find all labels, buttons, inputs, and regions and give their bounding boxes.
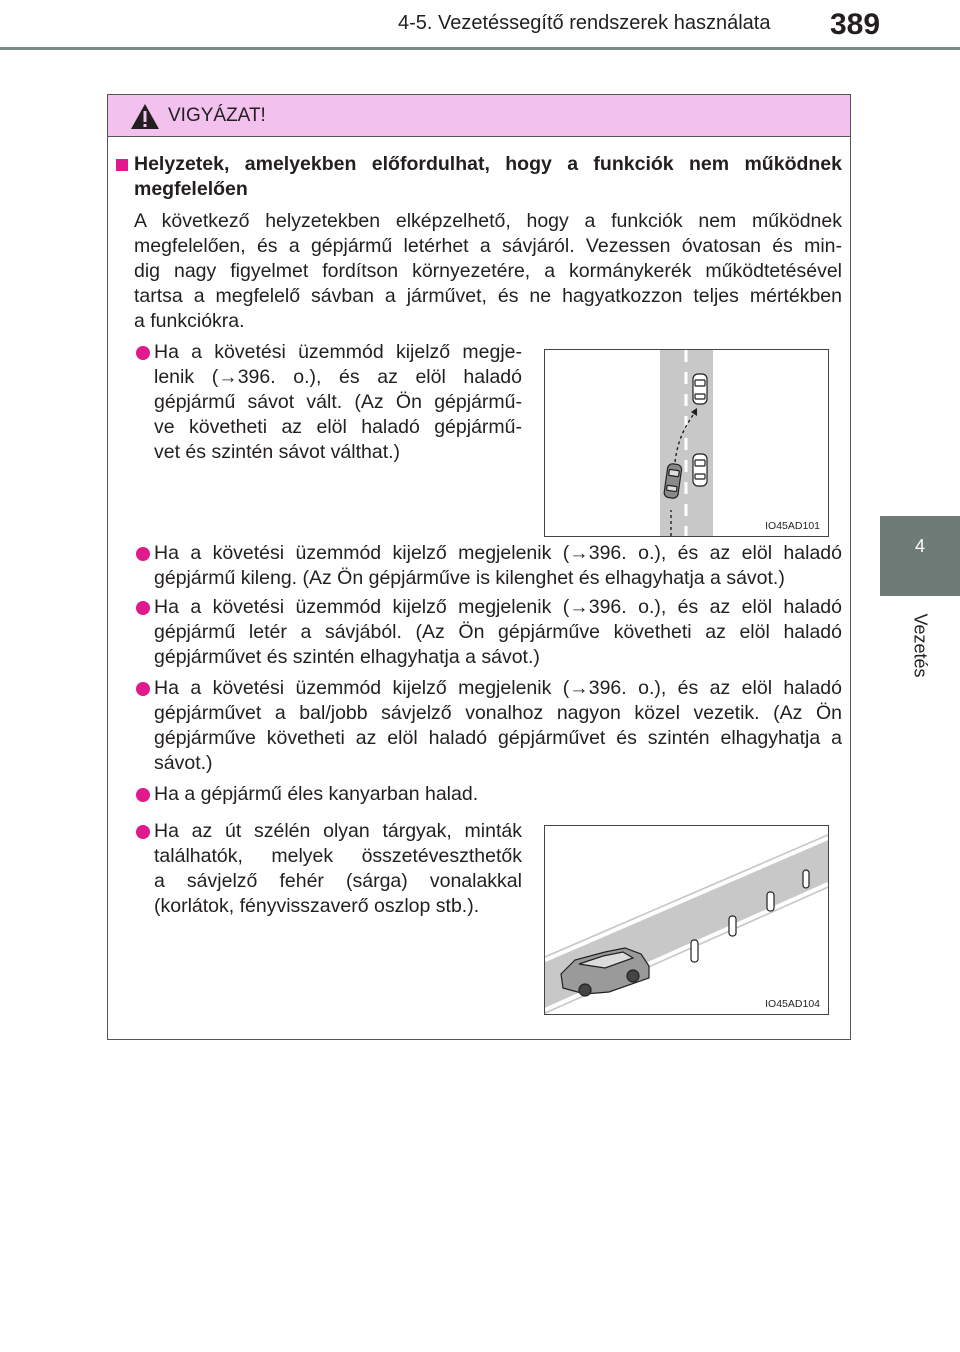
intro-line-4: tartsa a megfelelő sávban a járművet, és ne hagyatkozzon teljes mértékben: [134, 285, 842, 307]
intro-line-1: A következő helyzetekben elképzelhető, hogy a funkciók nem működnek: [134, 210, 842, 232]
figure-lane-change: [544, 349, 829, 537]
item-6-line-1: Ha az út szélén olyan tárgyak, minták: [154, 820, 522, 842]
caution-header: [108, 95, 850, 137]
item-1-line-1: Ha a követési üzemmód kijelző megje-: [154, 341, 522, 363]
chapter-tab: [880, 516, 960, 596]
lane-change-illustration: [545, 350, 828, 536]
heading-line-2: megfelelően: [134, 178, 248, 200]
list-bullet: [136, 682, 150, 696]
figure-code: IO45AD101: [765, 520, 820, 532]
item-1-line-2: lenik (→396. o.), és az elöl haladó: [154, 366, 522, 388]
item-1-line-4: ve követheti az elöl haladó gépjármű-: [154, 416, 522, 438]
intro-line-5: a funkciókra.: [134, 310, 245, 332]
figure-code: IO45AD104: [765, 998, 820, 1010]
item-4-line-4: sávot.): [154, 752, 213, 774]
caution-title: VIGYÁZAT!: [168, 105, 266, 126]
item-3-line-3: gépjárművet és szintén elhagyhatja a sávot.): [154, 646, 540, 668]
item-4-line-1: Ha a követési üzemmód kijelző megjelenik (→396. o.), és az elöl haladó: [154, 677, 842, 699]
list-bullet: [136, 601, 150, 615]
chapter-label: Vezetés: [910, 613, 931, 678]
intro-line-2: megfelelően, és a gépjármű letérhet a sávjáról. Vezessen óvatosan és min-: [134, 235, 842, 257]
page-number: 389: [830, 8, 881, 41]
intro-line-3: dig nagy figyelmet fordítson környezetére, a kormánykerék működtetésével: [134, 260, 842, 282]
chapter-number: 4: [914, 536, 925, 556]
list-bullet: [136, 547, 150, 561]
warning-icon: [130, 103, 160, 130]
item-1-line-5: vet és szintén sávot válthat.): [154, 441, 401, 463]
item-6-line-3: a sávjelző fehér (sárga) vonalakkal: [154, 870, 522, 892]
caution-box: [107, 94, 851, 1040]
item-3-line-1: Ha a követési üzemmód kijelző megjelenik (→396. o.), és az elöl haladó: [154, 596, 842, 618]
list-bullet: [136, 825, 150, 839]
item-6-line-4: (korlátok, fényvisszaverő oszlop stb.).: [154, 895, 480, 917]
list-bullet: [136, 788, 150, 802]
item-4-line-2: gépjárművet a bal/jobb sávjelző vonalhoz nagyon közel vezetik. (Az Ön: [154, 702, 842, 724]
lead-car: [693, 374, 707, 404]
item-4-line-3: gépjárműve követheti az elöl haladó gépjárművet és szintén elhagyhatja a: [154, 727, 842, 749]
adjacent-car: [693, 454, 707, 486]
list-bullet: [136, 346, 150, 360]
item-1-line-3: gépjármű sávot vált. (Az Ön gépjármű-: [154, 391, 522, 413]
item-5-line-1: Ha a gépjármű éles kanyarban halad.: [154, 783, 479, 805]
item-3-line-2: gépjármű letér a sávjából. (Az Ön gépjárműve követheti az elöl haladó: [154, 621, 842, 643]
item-6-line-2: találhatók, melyek összetéveszthetők: [154, 845, 522, 867]
item-2-line-1: Ha a követési üzemmód kijelző megjelenik (→396. o.), és az elöl haladó: [154, 542, 842, 564]
section-title: 4-5. Vezetéssegítő rendszerek használata: [398, 12, 771, 34]
heading-line-1: Helyzetek, amelyekben előfordulhat, hogy a funkciók nem működnek: [134, 153, 842, 175]
header-rule: [0, 47, 960, 50]
heading-bullet: [116, 159, 128, 171]
roadside-posts-illustration: [545, 826, 828, 1014]
figure-roadside-posts: [544, 825, 829, 1015]
item-2-line-2: gépjármű kileng. (Az Ön gépjárműve is kilenghet és elhagyhatja a sávot.): [154, 567, 785, 589]
